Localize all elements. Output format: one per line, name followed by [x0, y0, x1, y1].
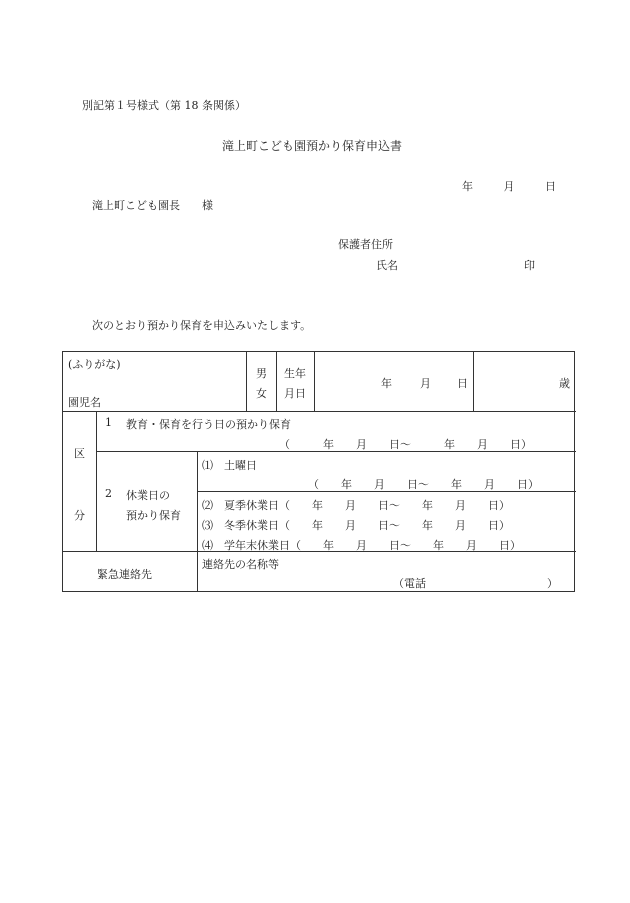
emergency-contact-label: 緊急連絡先 [97, 568, 152, 581]
sub-item-yearend: ⑷ 学年末休業日（ 年 月 日～ 年 月 日） [202, 539, 521, 552]
guardian-name-label: 氏名 [376, 259, 398, 272]
guardian-address-label: 保護者住所 [338, 238, 393, 251]
date-day: 日 [545, 180, 556, 193]
intro-text: 次のとおり預かり保育を申込みいたします。 [92, 319, 312, 332]
category-1-period: （ 年 月 日～ 年 月 日） [279, 438, 532, 451]
addressee: 滝上町こども園長 様 [92, 199, 213, 212]
sex-male-label: 男 [256, 367, 267, 380]
sub-item-summer: ⑵ 夏季休業日（ 年 月 日～ 年 月 日） [202, 499, 510, 512]
row-divider [63, 411, 576, 412]
sub-item-saturday: ⑴ 土曜日 [202, 459, 257, 472]
sex-female-label: 女 [256, 387, 267, 400]
phone-label: （電話 ） [393, 577, 558, 590]
category-1-label: 教育・保育を行う日の預かり保育 [126, 418, 291, 431]
sub-item-saturday-period: （ 年 月 日～ 年 月 日） [308, 478, 539, 491]
col-divider [276, 352, 277, 411]
category-label-1: 区 [74, 447, 85, 460]
contact-name-label: 連絡先の名称等 [202, 558, 279, 571]
category-label-2: 分 [74, 509, 85, 522]
age-label: 歳 [559, 377, 570, 390]
category-1-number: 1 [105, 416, 112, 429]
birth-year: 年 [381, 377, 392, 390]
category-2-number: 2 [105, 487, 112, 500]
document-title: 滝上町こども園預かり保育申込書 [222, 139, 403, 153]
application-table [62, 351, 575, 592]
birth-label-1: 生年 [284, 367, 306, 380]
birth-month: 月 [420, 377, 431, 390]
col-divider [314, 352, 315, 411]
category-2-label-line2: 預かり保育 [126, 509, 181, 522]
sub-item-winter: ⑶ 冬季休業日（ 年 月 日～ 年 月 日） [202, 519, 510, 532]
col-divider [96, 411, 97, 551]
date-line [462, 178, 556, 194]
col-divider [473, 352, 474, 411]
date-month: 月 [503, 180, 515, 193]
seal-mark: 印 [524, 259, 535, 272]
furigana-label: (ふりがな) [68, 358, 121, 371]
col-divider [197, 451, 198, 592]
date-year: 年 [462, 180, 473, 193]
category-2-label-line1: 休業日の [126, 489, 170, 502]
birth-day: 日 [457, 377, 468, 390]
child-name-label: 園児名 [68, 396, 101, 409]
form-reference: 別記第１号様式（第 18 条関係） [82, 99, 246, 112]
col-divider [246, 352, 247, 411]
birth-label-2: 月日 [284, 387, 306, 400]
